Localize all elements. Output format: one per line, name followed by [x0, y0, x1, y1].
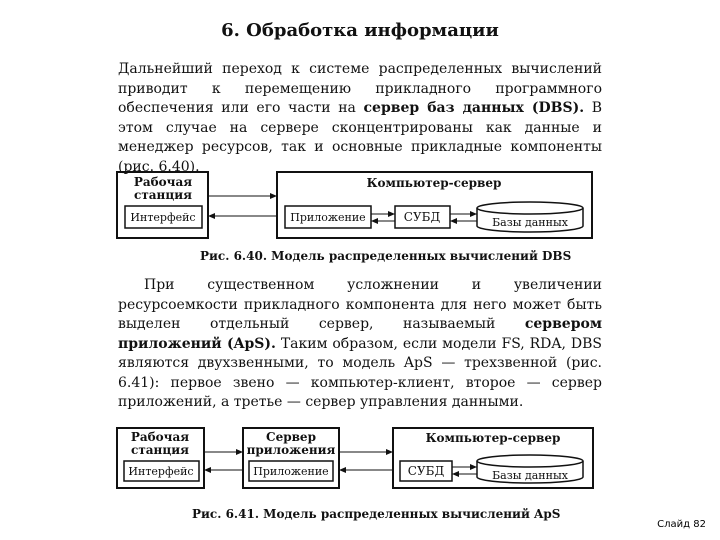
fig2-appserver-title-2: приложения	[246, 443, 336, 457]
fig2-server-title: Компьютер-сервер	[425, 431, 561, 445]
fig1-server-title: Компьютер-сервер	[366, 176, 502, 190]
fig2-dbms-label: СУБД	[407, 464, 445, 478]
paragraph-aps-term: сервером приложений (ApS).	[118, 316, 602, 352]
fig1-application-label: Приложение	[290, 211, 366, 224]
fig2-interface-label: Интерфейс	[128, 465, 194, 478]
fig1-workstation-title-2: станция	[134, 188, 192, 202]
page-title: 6. Обработка информации	[221, 20, 499, 41]
paragraph-dbs-text-1: Дальнейший переход к системе распределенных вычислений приводит к перемещению прикладного программного обеспечения или его части на	[118, 61, 602, 116]
paragraph-aps-text-2: Таким образом, если модели FS, RDA, DBS являются двухзвенными, то модель ApS — трехзвенной (рис. 6.41): первое звено — компьютер-клиент, второе — сервер приложений, а третье — сервер управления данными.	[118, 335, 602, 410]
paragraph-dbs-text-2: В этом случае на сервере сконцентрированы как данные и менеджер ресурсов, так и основные прикладные компоненты (рис. 6.40).	[118, 100, 603, 175]
fig2-database-label: Базы данных	[492, 469, 568, 482]
figure-caption-6-41: Рис. 6.41. Модель распределенных вычислений ApS	[192, 507, 561, 521]
figure-caption-6-40: Рис. 6.40. Модель распределенных вычислений DBS	[200, 249, 572, 263]
fig2-workstation-title-1: Рабочая	[130, 430, 190, 444]
paragraph-dbs-term: сервер баз данных (DBS).	[363, 100, 585, 116]
slide-number: Слайд 82	[657, 519, 706, 530]
fig1-dbms-label: СУБД	[403, 210, 441, 224]
fig1-database-label: Базы данных	[492, 216, 568, 229]
fig1-interface-label: Интерфейс	[130, 211, 196, 224]
fig2-application-label: Приложение	[253, 465, 329, 478]
fig2-workstation-title-2: станция	[131, 443, 189, 457]
fig1-workstation-title-1: Рабочая	[133, 175, 193, 189]
paragraph-aps-text-1: При существенном усложнении и увеличении ресурсоемкости прикладного компонента для него может быть выделен отдельный сервер, называемый	[118, 277, 602, 332]
fig2-appserver-title-1: Сервер	[266, 430, 316, 444]
